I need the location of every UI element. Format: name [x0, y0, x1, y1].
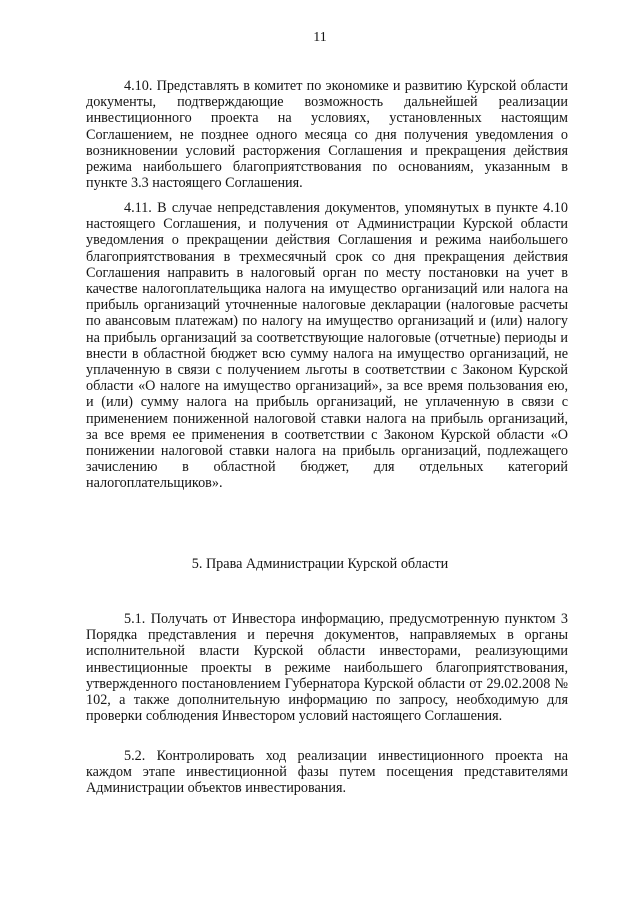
paragraph-4-10: 4.10. Представлять в комитет по экономике и развитию Курской области документы, подтверждающие возможность дальнейшей реализации инвестиционного проекта на условиях, установленных настоящим Соглашением, не позднее одного месяца со дня получения уведомления о возникновении условий расторжения Соглашения и прекращения действия режима наибольшего благоприятствования по основаниям, указанным в пункте 3.3 настоящего Соглашения. — [86, 78, 568, 192]
paragraph-5-1: 5.1. Получать от Инвестора информацию, предусмотренную пунктом 3 Порядка представления и перечня документов, направляемых в органы исполнительной власти Курской области инвесторами, реализующими инвестиционные проекты в режиме наибольшего благоприятствования, утвержденного постановлением Губернатора Курской области от 29.02.2008 № 102, а также дополнительную информацию по запросу, необходимую для проверки соблюдения Инвестором условий настоящего Соглашения. — [86, 611, 568, 725]
paragraph-4-11: 4.11. В случае непредставления документов, упомянутых в пункте 4.10 настоящего Соглашения, и получения от Администрации Курской области уведомления о прекращении действия Соглашения и режима наибольшего благоприятствования в трехмесячный срок со дня прекращения действия Соглашения направить в налоговый орган по месту постановки на учет в качестве налогоплательщика налога на имущество организаций или налога на прибыль организаций уточненные налоговые декларации (налоговые расчеты по авансовым платежам) по налогу на имущество организаций и (или) налогу на прибыль организаций за соответствующие налоговые (отчетные) периоды и внести в областной бюджет всю сумму налога на имущество организаций, не уплаченную в связи с получением льготы в соответствии с Законом Курской области «О налоге на имущество организаций», за все время пользования ею, и (или) сумму налога на прибыль организаций, не уплаченную в связи с применением пониженной налоговой ставки налога на прибыль организаций, за все время ее применения в соответствии с Законом Курской области «О понижении налоговой ставки налога на прибыль организаций, подлежащего зачислению в областной бюджет, для отдельных категорий налогоплательщиков». — [86, 200, 568, 492]
page-number: 11 — [313, 30, 327, 45]
section-5-heading: 5. Права Администрации Курской области — [191, 556, 449, 572]
paragraph-5-2: 5.2. Контролировать ход реализации инвестиционного проекта на каждом этапе инвестиционной фазы путем посещения представителями Администрации объектов инвестирования. — [86, 748, 568, 797]
